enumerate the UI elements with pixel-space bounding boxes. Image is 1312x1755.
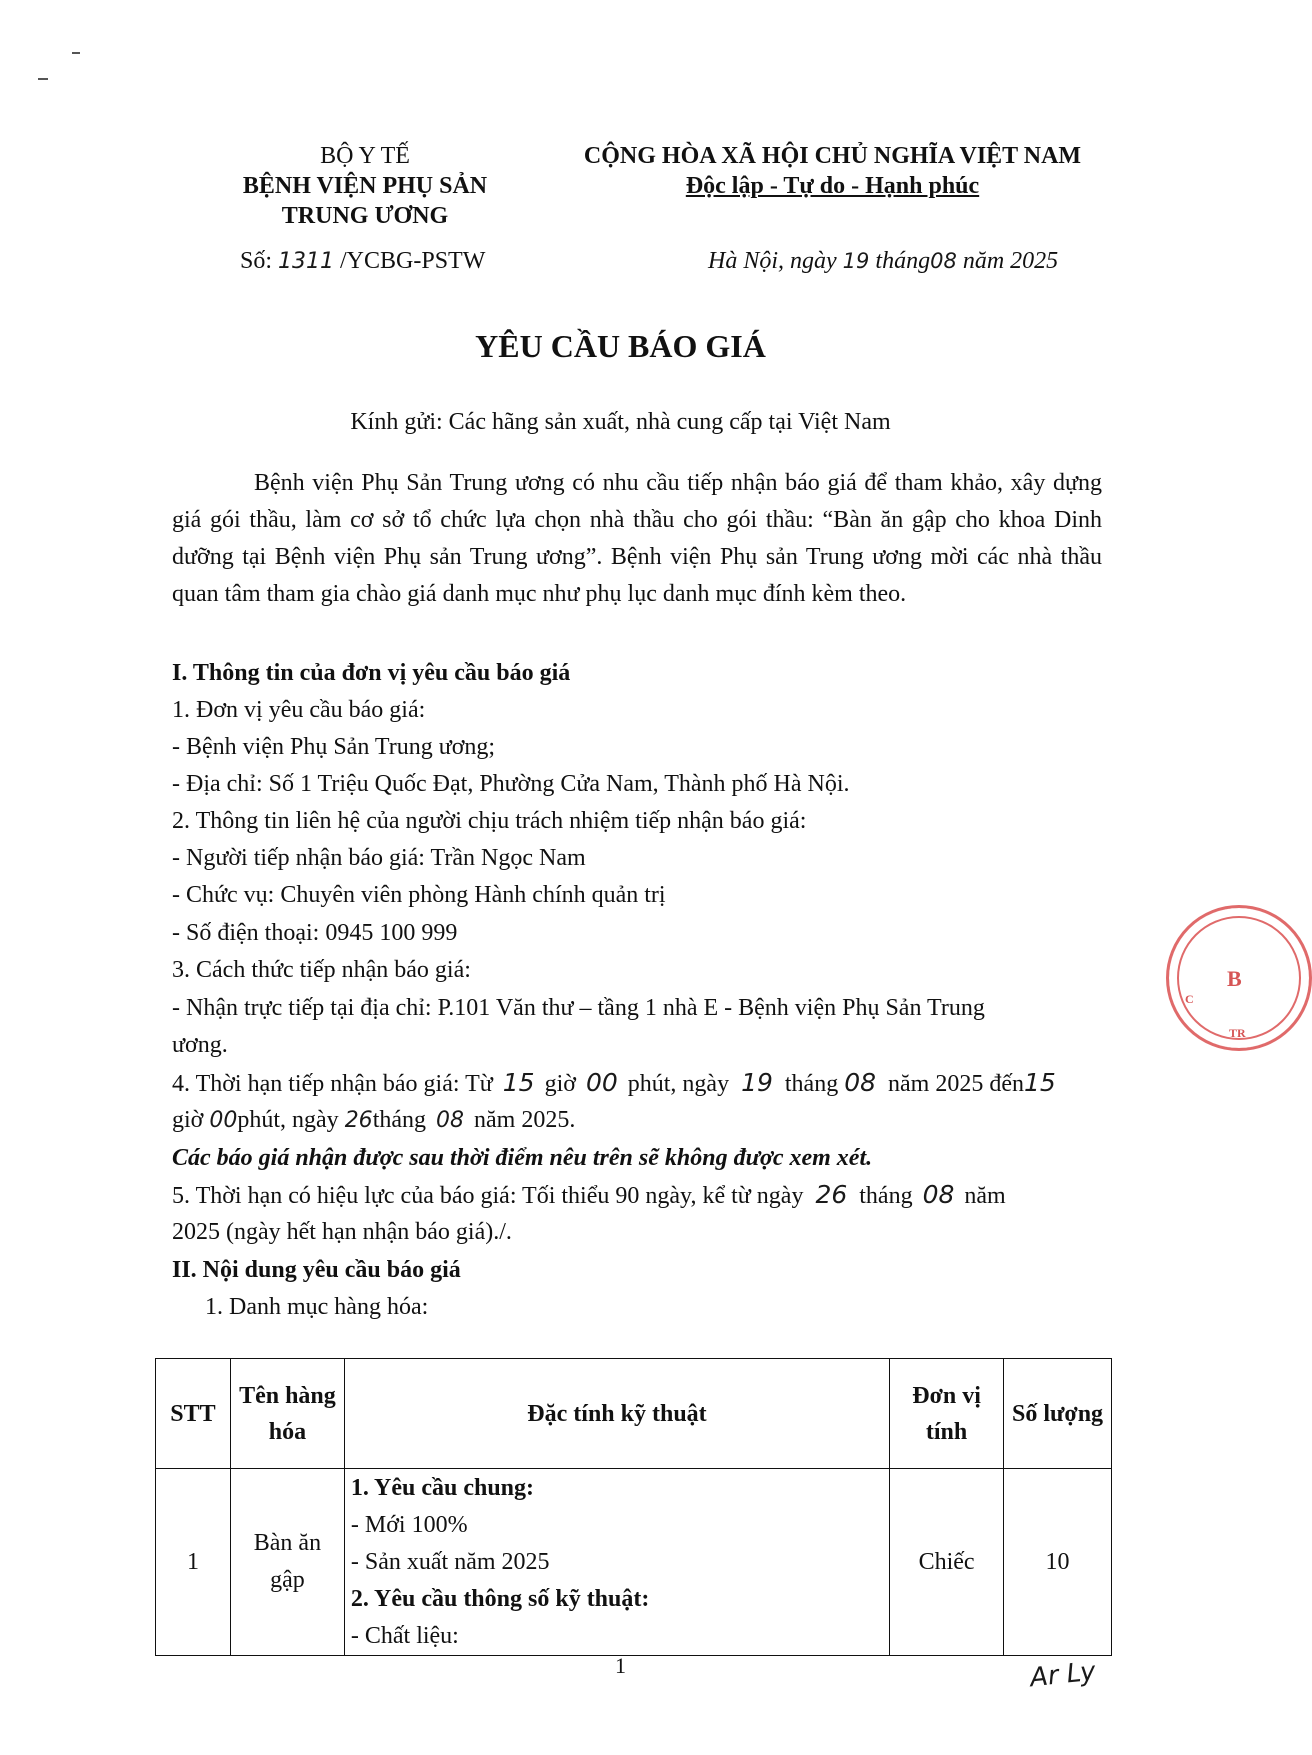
validity-line1 — [172, 1180, 1006, 1211]
deadline-text: năm 2025 đến — [888, 1071, 1025, 1097]
header-stt: STT — [156, 1359, 231, 1469]
deadline-start-minute: 00 — [585, 1068, 618, 1097]
document-title: YÊU CẦU BÁO GIÁ — [475, 328, 766, 364]
late-quote-notice: Các báo giá nhận được sau thời điểm nêu trên sẽ không được xem xét. — [172, 1145, 873, 1171]
deadline-end-hour: 15 — [1024, 1068, 1056, 1097]
red-stamp — [1166, 905, 1312, 1051]
deadline-text: giờ — [172, 1107, 204, 1133]
row-specification — [344, 1469, 889, 1656]
hospital-name-line2: TRUNG ƯƠNG — [281, 203, 449, 229]
section1-item3: 3. Cách thức tiếp nhận báo giá: — [172, 957, 471, 983]
header-quantity: Số lượng — [1004, 1359, 1112, 1469]
validity-day: 26 — [815, 1180, 848, 1209]
spec-line: - Sản xuất năm 2025 — [350, 1549, 550, 1575]
receipt-method-line1: - Nhận trực tiếp tại địa chỉ: P.101 Văn thư – tầng 1 nhà E - Bệnh viện Phụ Sản Trung — [172, 995, 985, 1021]
intro-paragraph: Bệnh viện Phụ Sản Trung ương có nhu cầu tiếp nhận báo giá để tham khảo, xây dựng giá gói thầu, làm cơ sở tổ chức lựa chọn nhà thầu cho gói thầu: “Bàn ăn gập cho khoa Dinh dưỡng tại Bệnh viện Phụ sản Trung ương”. Bệnh viện Phụ sản Trung ương mời các nhà thầu quan tâm tham gia chào giá danh mục như phụ lục danh mục đính kèm theo. — [172, 470, 1102, 607]
row-stt: 1 — [156, 1469, 231, 1656]
validity-text: tháng — [859, 1183, 913, 1209]
deadline-start-month: 08 — [844, 1068, 877, 1097]
date-prefix: Hà Nội, ngày — [708, 248, 837, 274]
document-number — [240, 246, 485, 277]
header-left — [225, 141, 505, 231]
header-item-name: Tên hàng hóa — [230, 1359, 344, 1469]
deadline-end-minute: 00 — [209, 1108, 238, 1133]
date-month: 08 — [930, 249, 957, 273]
validity-line2: 2025 (ngày hết hạn nhận báo giá)./. — [172, 1219, 512, 1245]
deadline-text: tháng — [372, 1107, 427, 1133]
spec-heading-technical: 2. Yêu cầu thông số kỹ thuật: — [350, 1586, 650, 1612]
validity-month: 08 — [922, 1180, 955, 1209]
unit-address: - Địa chỉ: Số 1 Triệu Quốc Đạt, Phường Cửa Nam, Thành phố Hà Nội. — [172, 771, 850, 797]
section2-item1: 1. Danh mục hàng hóa: — [205, 1294, 429, 1320]
spec-line: - Mới 100% — [350, 1512, 468, 1538]
row-quantity: 10 — [1004, 1469, 1112, 1656]
doc-no-prefix: Số: — [240, 248, 273, 274]
scan-mark — [72, 52, 80, 54]
stamp-letter: TR — [1229, 1026, 1246, 1040]
stamp-letter: B — [1227, 966, 1242, 991]
section1-item2: 2. Thông tin liên hệ của người chịu trách nhiệm tiếp nhận báo giá: — [172, 808, 807, 834]
receipt-method-line2: ương. — [172, 1032, 228, 1058]
deadline-end-month: 08 — [436, 1108, 465, 1133]
header-right — [560, 141, 1105, 201]
recipient-line: Kính gửi: Các hãng sản xuất, nhà cung cấp tại Việt Nam — [350, 409, 891, 435]
spec-heading-general: 1. Yêu cầu chung: — [350, 1475, 535, 1501]
spec-line: - Chất liệu: — [350, 1623, 459, 1649]
deadline-text: tháng — [784, 1071, 839, 1097]
deadline-text: 4. Thời hạn tiếp nhận báo giá: Từ — [172, 1071, 493, 1097]
date-year: năm 2025 — [962, 248, 1059, 274]
receiver-phone: - Số điện thoại: 0945 100 999 — [172, 920, 458, 946]
deadline-text: giờ — [544, 1071, 576, 1097]
validity-text: năm — [964, 1183, 1006, 1209]
section2-heading: II. Nội dung yêu cầu báo giá — [172, 1257, 461, 1283]
page-number: 1 — [615, 1653, 626, 1678]
deadline-line2 — [172, 1105, 575, 1136]
header-unit: Đơn vị tính — [890, 1359, 1004, 1469]
date-line — [708, 246, 1058, 276]
requesting-unit: - Bệnh viện Phụ Sản Trung ương; — [172, 734, 496, 760]
scan-mark — [38, 78, 48, 80]
table-header-row — [156, 1359, 1112, 1469]
hospital-name-line1: BỆNH VIỆN PHỤ SẢN — [242, 173, 488, 199]
doc-no-handwritten: 1311 — [278, 249, 335, 274]
ministry-name: BỘ Y TẾ — [320, 143, 410, 169]
doc-no-suffix: /YCBG-PSTW — [340, 248, 486, 274]
receiver-position: - Chức vụ: Chuyên viên phòng Hành chính quản trị — [172, 882, 666, 908]
date-month-label: tháng — [875, 248, 931, 274]
table-row — [156, 1469, 1112, 1656]
handwritten-initials: Ar Ly — [1028, 1656, 1098, 1694]
country-name: CỘNG HÒA XÃ HỘI CHỦ NGHĨA VIỆT NAM — [583, 143, 1082, 169]
receiver-name: - Người tiếp nhận báo giá: Trần Ngọc Nam — [172, 845, 586, 871]
date-day: 19 — [842, 249, 870, 273]
deadline-start-day: 19 — [741, 1068, 773, 1097]
deadline-end-day: 26 — [344, 1108, 373, 1133]
deadline-text: phút, ngày — [627, 1071, 730, 1097]
goods-table — [155, 1358, 1112, 1656]
section1-item1: 1. Đơn vị yêu cầu báo giá: — [172, 697, 426, 723]
validity-text: 5. Thời hạn có hiệu lực của báo giá: Tối thiểu 90 ngày, kể từ ngày — [172, 1183, 804, 1209]
deadline-text: phút, ngày — [237, 1107, 339, 1133]
motto: Độc lập - Tự do - Hạnh phúc — [685, 173, 980, 199]
row-unit: Chiếc — [890, 1469, 1004, 1656]
deadline-start-hour: 15 — [502, 1068, 535, 1097]
header-specification: Đặc tính kỹ thuật — [344, 1359, 889, 1469]
deadline-line1 — [172, 1068, 1056, 1099]
stamp-letter: C — [1185, 992, 1194, 1006]
row-item-name: Bàn ăn gập — [230, 1469, 344, 1656]
section1-heading: I. Thông tin của đơn vị yêu cầu báo giá — [172, 660, 571, 686]
deadline-text: năm 2025. — [474, 1107, 576, 1133]
